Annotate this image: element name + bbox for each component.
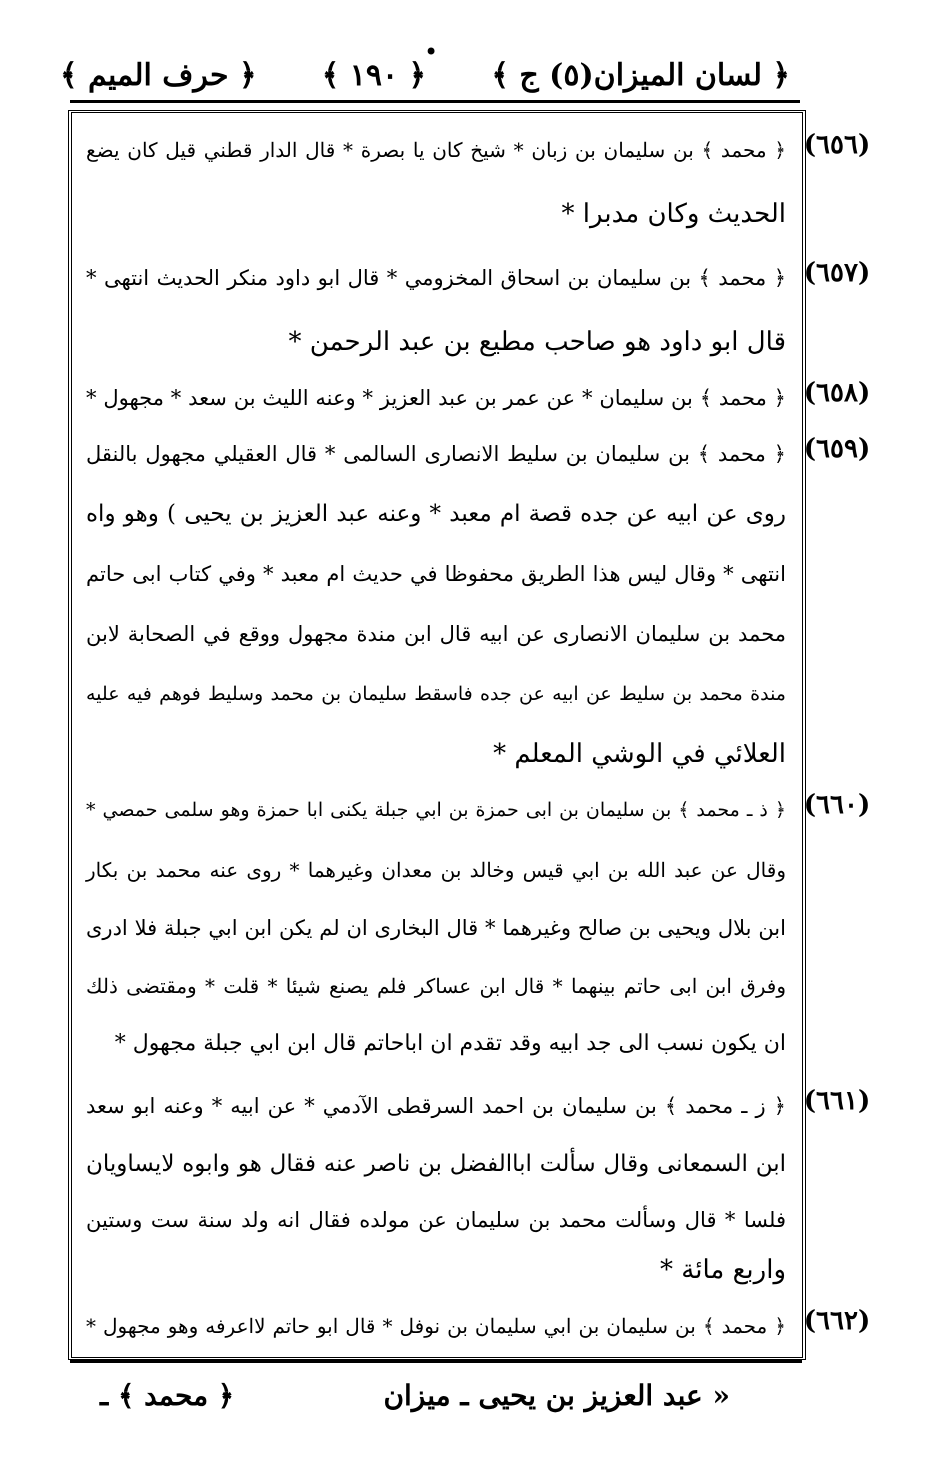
entry-number: (٦٥٧) bbox=[803, 258, 871, 288]
page-number: ﴿ ١٩٠ ﴾ bbox=[321, 57, 427, 93]
entry-line: محمد بن سليمان الانصارى عن ابيه قال ابن مندة مجهول ووقع في الصحابة لابن bbox=[86, 622, 786, 646]
entry-line: ﴿ محمد ﴾ بن سليمان بن سليط الانصارى السالمى * قال العقيلي مجهول بالنقل bbox=[86, 442, 786, 466]
entry-line: العلائي في الوشي المعلم * bbox=[493, 739, 786, 769]
entry-line: ان يكون نسب الى جد ابيه وقد تقدم ان اباحاتم قال ابن ابي جبلة مجهول * bbox=[114, 1031, 786, 1056]
entry-line: ﴿ محمد ﴾ بن سليمان بن زبان * شيخ كان يا بصرة * قال الدار قطني قيل كان يضع bbox=[86, 138, 786, 162]
entry-line: مندة محمد بن سليط عن ابيه عن جده فاسقط سليمان بن محمد وسليط فوهم فيه عليه bbox=[86, 683, 786, 705]
page-footer bbox=[60, 1360, 800, 1430]
entry-number: (٦٦٠) bbox=[803, 790, 871, 820]
entry-line: ﴿ محمد ﴾ بن سليمان * عن عمر بن عبد العزيز * وعنه الليث بن سعد * مجهول * bbox=[86, 386, 786, 410]
entry-line: ﴿ ز ـ محمد ﴾ بن سليمان بن احمد السرقطى الآدمي * عن ابيه * وعنه ابو سعد bbox=[86, 1094, 786, 1118]
entry-line: ﴿ محمد ﴾ بن سليمان بن ابي سليمان بن نوفل * قال ابو حاتم لااعرفه وهو مجهول * bbox=[86, 1314, 786, 1338]
entry-line: ﴿ ذ ـ محمد ﴾ بن سليمان بن ابى حمزة بن ابي جبلة يكنى ابا حمزة وهو سلمى حمصي * bbox=[86, 799, 786, 821]
entry-line: الحديث وكان مدبرا * bbox=[561, 199, 786, 229]
entry-line: قال ابو داود هو صاحب مطيع بن عبد الرحمن * bbox=[288, 327, 786, 357]
header-rule bbox=[70, 100, 800, 103]
signature-line: « عبد العزيز بن يحيى ـ ميزان bbox=[383, 1378, 730, 1412]
entry-line: وقال عن عبد الله بن ابي قيس وخالد بن معدان وغيرهما * روى عنه محمد بن بكار bbox=[86, 858, 786, 882]
section-title: ﴿ حرف الميم ﴾ bbox=[60, 57, 257, 93]
book-title: ﴿ لسان الميزان(٥) ج ﴾ bbox=[491, 57, 790, 93]
entry-line: انتهى * وقال ليس هذا الطريق محفوظا في حديث ام معبد * وفي كتاب ابى حاتم bbox=[86, 562, 786, 586]
entry-line: روى عن ابيه عن جده قصة ام معبد * وعنه عبد العزيز بن يحيى ) وهو واه bbox=[86, 501, 786, 527]
catchword: ﴿ محمد ﴾ ـ bbox=[100, 1378, 235, 1412]
entry-line: ابن السمعانى وقال سألت اباالفضل بن ناصر عنه فقال هو وابوه لايساويان bbox=[86, 1151, 786, 1177]
entry-line: ﴿ محمد ﴾ بن سليمان بن اسحاق المخزومي * قال ابو داود منكر الحديث انتهى * bbox=[86, 266, 786, 290]
entry-line: ابن بلال ويحيى بن صالح وغيرهما * قال البخارى ان لم يكن ابن ابي جبلة فلا ادرى bbox=[86, 916, 786, 940]
entry-number: (٦٦١) bbox=[803, 1086, 871, 1116]
entry-number: (٦٥٨) bbox=[803, 378, 871, 408]
entry-number: (٦٦٢) bbox=[803, 1306, 871, 1336]
entry-number: (٦٥٩) bbox=[803, 434, 871, 464]
entry-line: وفرق ابن ابى حاتم بينهما * قال ابن عساكر فلم يصنع شيئا * قلت * ومقتضى ذلك bbox=[86, 974, 786, 998]
header-dot: • bbox=[424, 38, 439, 66]
entry-number: (٦٥٦) bbox=[803, 130, 871, 160]
entry-line: فلسا * قال وسألت محمد بن سليمان عن مولده فقال انه ولد سنة ست وستين bbox=[86, 1208, 786, 1232]
entry-line: واربع مائة * bbox=[660, 1255, 786, 1285]
